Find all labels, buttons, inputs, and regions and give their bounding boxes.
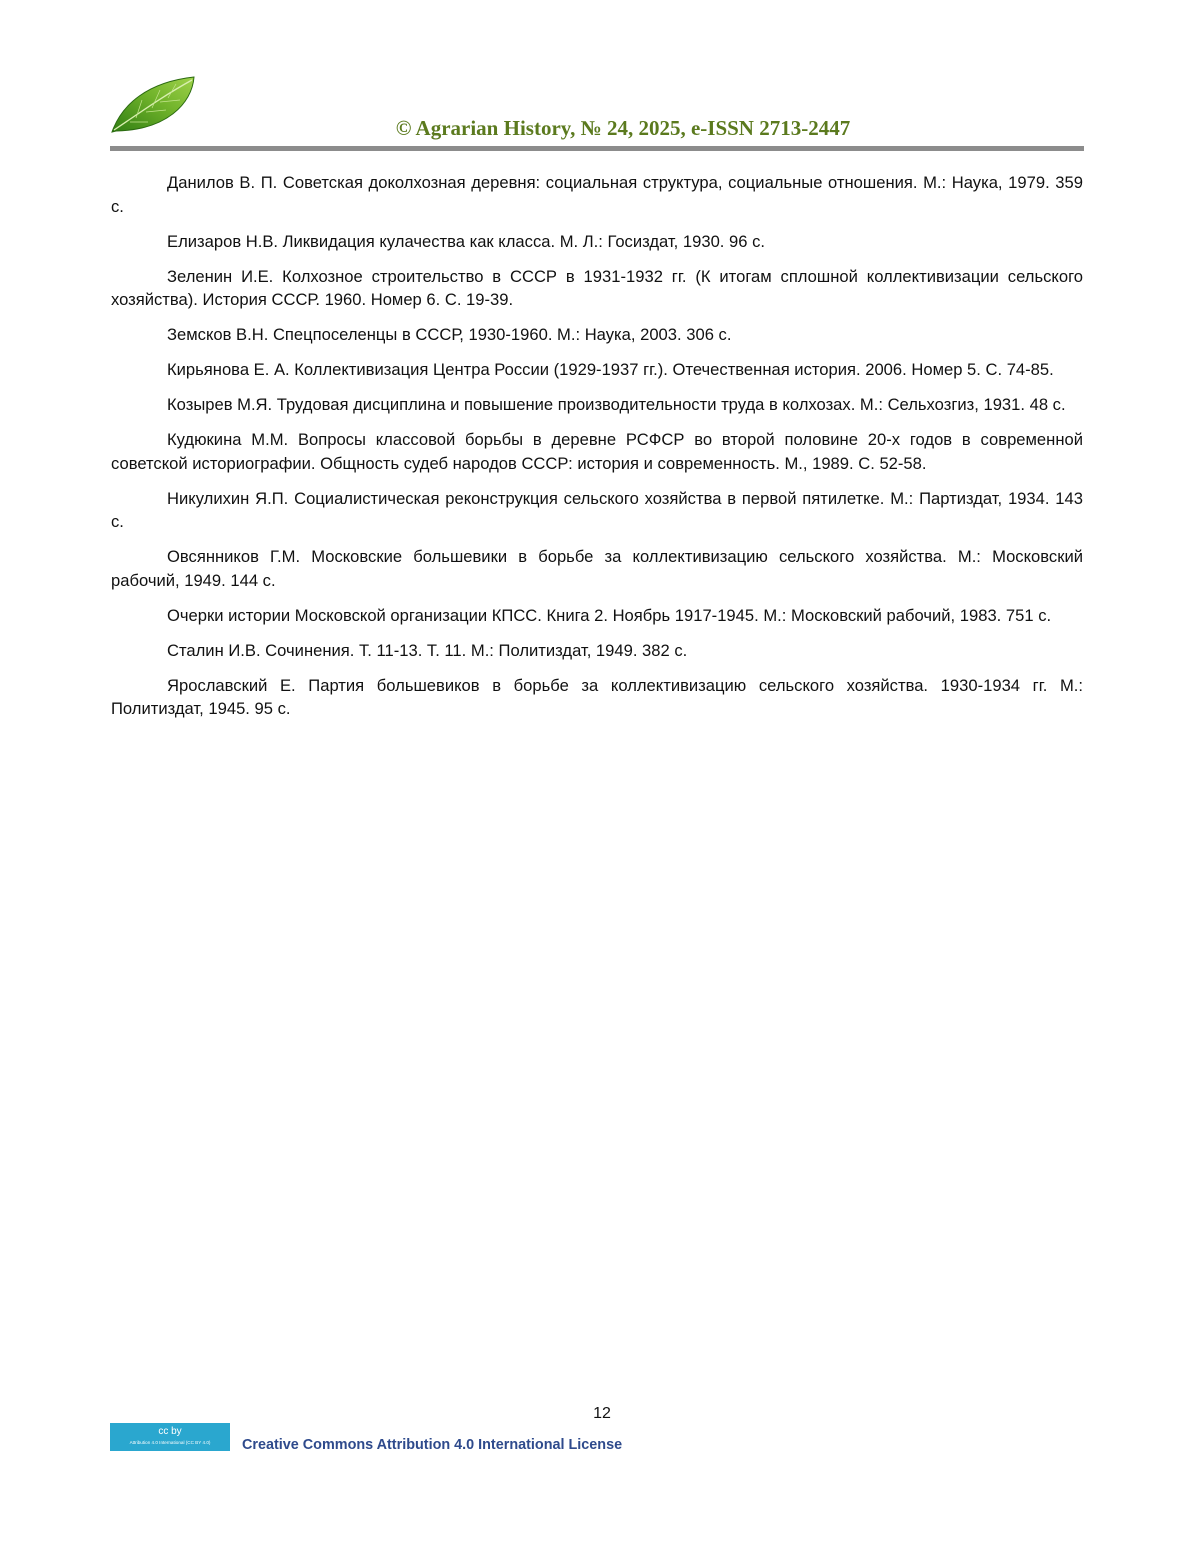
license-link[interactable]: Creative Commons Attribution 4.0 International License [242, 1437, 623, 1453]
header-divider [110, 146, 1084, 151]
reference-item: Кирьянова Е. А. Коллективизация Центра России (1929-1937 гг.). Отечественная история. 2006. Номер 5. С. 74-85. [167, 360, 1054, 379]
reference-list [111, 171, 1083, 732]
page-number: 12 [593, 1405, 611, 1422]
reference-item: Земсков В.Н. Спецпоселенцы в СССР, 1930-1960. М.: Наука, 2003. 306 с. [167, 325, 732, 344]
reference-item: Очерки истории Московской организации КПСС. Книга 2. Ноябрь 1917-1945. М.: Московский рабочий, 1983. 751 с. [167, 605, 1052, 625]
reference-item: Зеленин И.Е. Колхозное строительство в СССР в 1931-1932 гг. (К итогам сплошной коллективизации сельского хозяйства). История СССР. 1960. Номер 6. С. 19-39. [111, 266, 1083, 309]
cc-badge-caption: Attribution 4.0 International (CC BY 4.0) [129, 1440, 211, 1445]
reference-item: Козырев М.Я. Трудовая дисциплина и повышение производительности труда в колхозах. М.: Сельхозгиз, 1931. 48 с. [167, 395, 1066, 414]
reference-item: Овсянников Г.М. Московские большевики в борьбе за коллективизацию сельского хозяйства. М.: Московский рабочий, 1949. 144 с. [111, 547, 1083, 590]
cc-license-badge[interactable] [110, 1423, 230, 1451]
reference-item: Сталин И.В. Сочинения. Т. 11-13. Т. 11. М.: Политиздат, 1949. 382 с. [167, 640, 688, 660]
green-leaf-icon [108, 74, 200, 136]
journal-title: © Agrarian History, № 24, 2025, e-ISSN 2713-2447 [395, 116, 851, 140]
reference-item: Данилов В. П. Советская доколхозная деревня: социальная структура, социальные отношения. М.: Наука, 1979. 359 с. [111, 173, 1083, 216]
reference-item: Ярославский Е. Партия большевиков в борьбе за коллективизацию сельского хозяйства. 1930-1934 гг. М.: Политиздат, 1945. 95 с. [111, 675, 1083, 718]
cc-by-icon: cc by [158, 1426, 182, 1437]
reference-item: Елизаров Н.В. Ликвидация кулачества как класса. М. Л.: Госиздат, 1930. 96 с. [167, 231, 766, 251]
reference-item: Никулихин Я.П. Социалистическая реконструкция сельского хозяйства в первой пятилетке. М.: Партиздат, 1934. 143 с. [111, 488, 1083, 531]
reference-item: Кудюкина М.М. Вопросы классовой борьбы в деревне РСФСР во второй половине 20-х годов в современной советской историографии. Общность судеб народов СССР: история и современность. М., 1989. С. 52-58. [111, 430, 1083, 473]
